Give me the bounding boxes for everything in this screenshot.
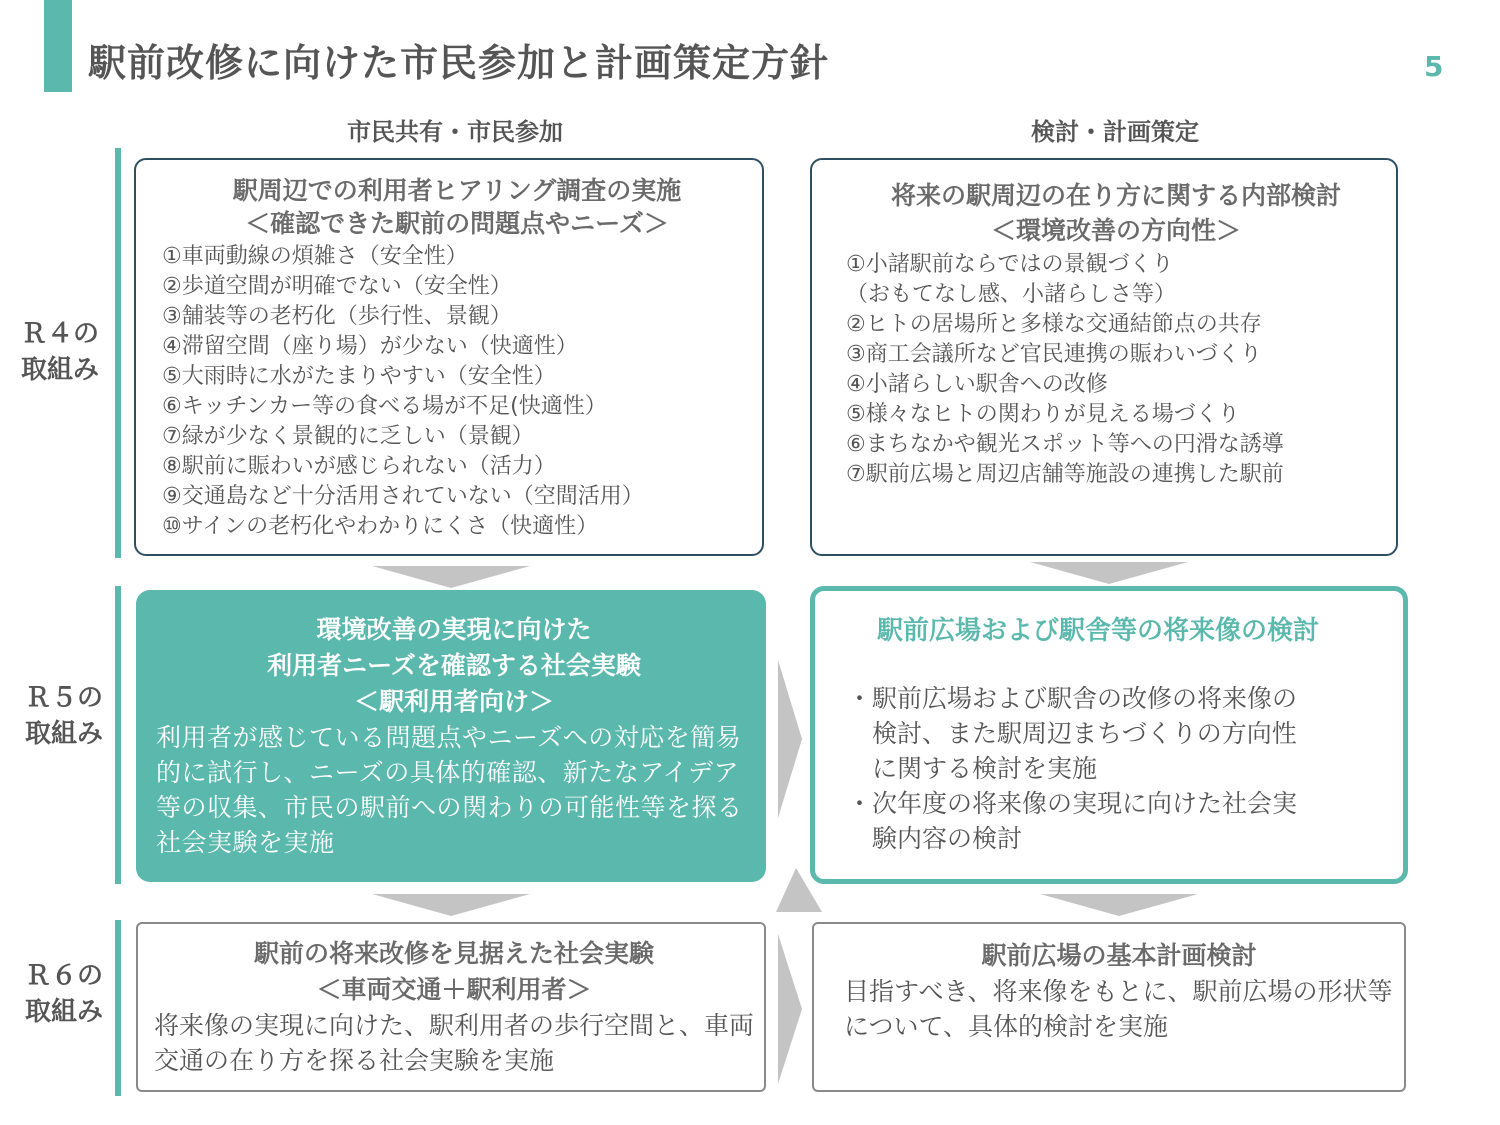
- diagonal-arrow-r6-r5: [776, 868, 826, 916]
- row-label-r4: [10, 316, 110, 388]
- row-r4-line: [115, 148, 121, 558]
- r6-right-body: 目指すべき、将来像をもとに、駅前広場の形状等について、具体的検討を実施: [844, 977, 1393, 1041]
- list-item: ①小諸駅前ならではの景観づくり: [846, 252, 1174, 277]
- page-title: 駅前改修に向けた市民参加と計画策定方針: [88, 41, 830, 85]
- list-item: ④小諸らしい駅舎への改修: [846, 372, 1108, 397]
- r4-left-subtitle: ＜確認できた駅前の問題点やニーズ＞: [245, 209, 669, 238]
- r6-social-experiment-box: [136, 922, 766, 1092]
- row-label-r4-line2: 取組み: [20, 355, 99, 385]
- list-item: （おもてなし感、小諸らしさ等）: [846, 282, 1177, 307]
- row-label-r5-line2: 取組み: [24, 719, 103, 749]
- column-header-right: 検討・計画策定: [1031, 118, 1199, 146]
- down-arrow-left-r4-r5: [372, 566, 530, 588]
- page-number: 5: [1424, 50, 1444, 83]
- list-item: ②歩道空間が明確でない（安全性）: [162, 274, 512, 299]
- r6-left-subtitle: ＜車両交通＋駅利用者＞: [316, 975, 592, 1004]
- r4-right-list: [846, 250, 1386, 490]
- r5-right-bullet2-line2: 験内容の検討: [872, 824, 1023, 853]
- r6-basic-plan-box: [812, 922, 1406, 1092]
- row-label-r5: [14, 680, 114, 752]
- right-arrow-r6: [778, 934, 802, 1084]
- r5-social-experiment-box: [136, 590, 766, 882]
- list-item: ⑨交通島など十分活用されていない（空間活用）: [162, 484, 644, 509]
- row-label-r4-line1: Ｒ４の: [20, 319, 99, 349]
- list-item: ⑤様々なヒトの関わりが見える場づくり: [846, 402, 1240, 427]
- r4-right-subtitle: ＜環境改善の方向性＞: [990, 216, 1241, 245]
- row-label-r6-line2: 取組み: [24, 997, 103, 1027]
- r5-right-title: 駅前広場および駅舎等の将来像の検討: [877, 616, 1320, 646]
- column-header-left: 市民共有・市民参加: [347, 118, 563, 146]
- title-accent-bar: [44, 0, 72, 92]
- list-item: ⑦緑が少なく景観的に乏しい（景観）: [162, 424, 534, 449]
- list-item: ⑥まちなかや観光スポット等への円滑な誘導: [846, 432, 1284, 457]
- row-label-r6: [14, 958, 114, 1030]
- r4-right-title: 将来の駅周辺の在り方に関する内部検討: [890, 181, 1341, 210]
- row-r5-line: [115, 586, 121, 884]
- r4-hearing-survey-box: [134, 158, 764, 556]
- row-label-r6-line1: Ｒ６の: [24, 961, 103, 991]
- list-item: ⑦駅前広場と周辺店舗等施設の連携した駅前: [846, 462, 1284, 487]
- list-item: ①車両動線の煩雑さ（安全性）: [162, 244, 468, 269]
- r5-right-bullet2-line1: ・次年度の将来像の実現に向けた社会実: [847, 789, 1298, 818]
- r5-left-body: 利用者が感じている問題点やニーズへの対応を簡易的に試行し、ニーズの具体的確認、新たなアイデア等の収集、市民の駅前への関わりの可能性等を探る社会実験を実施: [156, 723, 743, 857]
- list-item: ③商工会議所など官民連携の賑わいづくり: [846, 342, 1262, 367]
- list-item: ④滞留空間（座り場）が少ない（快適性）: [162, 334, 578, 359]
- r5-left-title-line2: 利用者ニーズを確認する社会実験: [267, 651, 641, 680]
- r5-left-title-line1: 環境改善の実現に向けた: [316, 615, 592, 644]
- r4-left-list: [162, 242, 752, 542]
- down-arrow-right-r4-r5: [1030, 562, 1188, 584]
- list-item: ⑤大雨時に水がたまりやすい（安全性）: [162, 364, 556, 389]
- row-r6-line: [115, 920, 121, 1096]
- list-item: ⑥キッチンカー等の食べる場が不足(快適性）: [162, 394, 607, 419]
- r5-right-bullet1-line2: 検討、また駅周辺まちづくりの方向性: [872, 719, 1297, 748]
- r4-internal-review-box: [810, 158, 1398, 556]
- r6-left-body: 将来像の実現に向けた、駅利用者の歩行空間と、車両交通の在り方を探る社会実験を実施: [154, 1011, 755, 1075]
- r5-right-bullets: [847, 681, 1393, 856]
- list-item: ⑩サインの老朽化やわかりにくさ（快適性）: [162, 514, 599, 539]
- list-item: ②ヒトの居場所と多様な交通結節点の共存: [846, 312, 1262, 337]
- r5-right-bullet1-line1: ・駅前広場および駅舎の改修の将来像の: [847, 684, 1298, 713]
- right-arrow-r5: [778, 660, 802, 818]
- down-arrow-right-r5-r6: [1040, 894, 1198, 916]
- r5-right-bullet1-line3: に関する検討を実施: [872, 754, 1098, 783]
- r6-left-title: 駅前の将来改修を見据えた社会実験: [253, 939, 654, 968]
- down-arrow-left-r5-r6: [372, 894, 530, 916]
- r4-left-title: 駅周辺での利用者ヒアリング調査の実施: [232, 176, 682, 205]
- r6-right-title: 駅前広場の基本計画検討: [981, 941, 1257, 970]
- r5-left-subtitle: ＜駅利用者向け＞: [353, 687, 554, 716]
- r5-future-vision-box: [810, 586, 1408, 884]
- list-item: ⑧駅前に賑わいが感じられない（活力）: [162, 454, 556, 479]
- row-label-r5-line1: Ｒ５の: [24, 683, 103, 713]
- list-item: ③舗装等の老朽化（歩行性、景観）: [162, 304, 512, 329]
